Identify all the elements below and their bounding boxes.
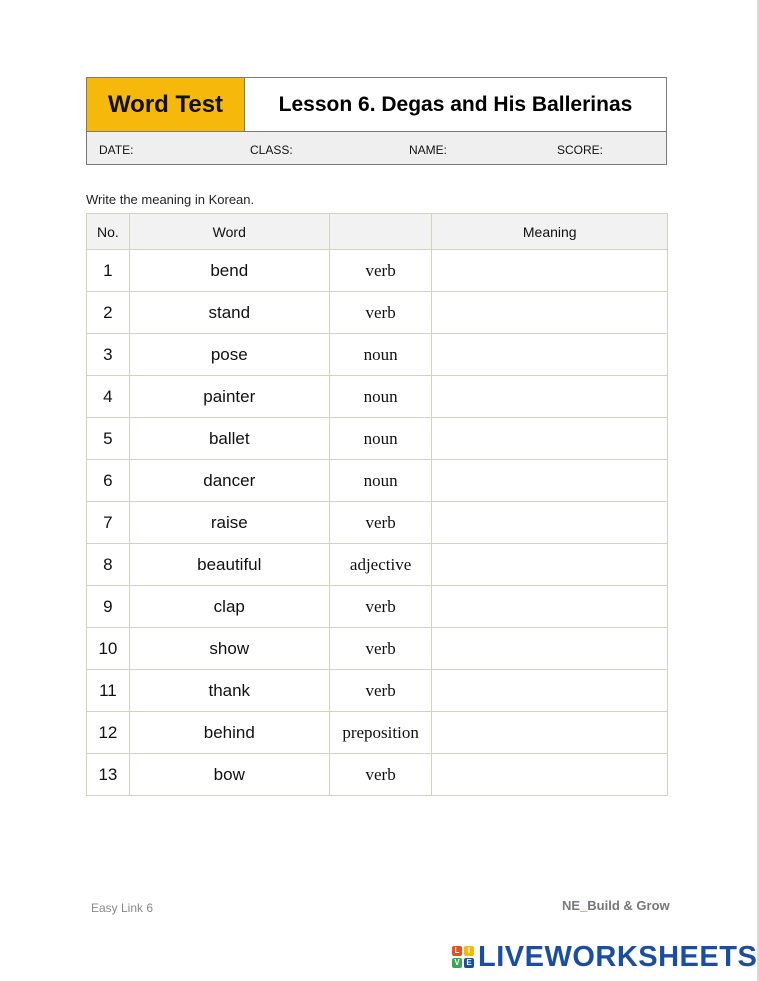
table-row bbox=[87, 754, 668, 796]
row-meaning-answer[interactable] bbox=[432, 292, 668, 334]
table-row bbox=[87, 670, 668, 712]
row-part-of-speech: adjective bbox=[329, 544, 432, 586]
row-meaning-answer[interactable] bbox=[432, 502, 668, 544]
table-row bbox=[87, 544, 668, 586]
row-word: behind bbox=[129, 712, 329, 754]
lw-icon-i: I bbox=[464, 946, 474, 956]
publisher-logo bbox=[562, 898, 670, 913]
row-number: 7 bbox=[87, 502, 130, 544]
row-part-of-speech: verb bbox=[329, 292, 432, 334]
row-meaning-answer[interactable] bbox=[432, 670, 668, 712]
row-meaning-answer[interactable] bbox=[432, 628, 668, 670]
lw-icon-l: L bbox=[452, 946, 462, 956]
row-part-of-speech: noun bbox=[329, 418, 432, 460]
row-word: beautiful bbox=[129, 544, 329, 586]
row-word: show bbox=[129, 628, 329, 670]
row-part-of-speech: verb bbox=[329, 754, 432, 796]
publisher-ne: NE bbox=[562, 898, 581, 913]
row-number: 4 bbox=[87, 376, 130, 418]
lw-icon-v: V bbox=[452, 958, 462, 968]
row-number: 12 bbox=[87, 712, 130, 754]
row-word: pose bbox=[129, 334, 329, 376]
table-row bbox=[87, 334, 668, 376]
row-word: painter bbox=[129, 376, 329, 418]
row-word: ballet bbox=[129, 418, 329, 460]
row-number: 3 bbox=[87, 334, 130, 376]
header-pos bbox=[329, 214, 432, 250]
table-row bbox=[87, 712, 668, 754]
score-label: SCORE: bbox=[557, 143, 604, 157]
row-meaning-answer[interactable] bbox=[432, 250, 668, 292]
row-meaning-answer[interactable] bbox=[432, 754, 668, 796]
row-meaning-answer[interactable] bbox=[432, 334, 668, 376]
liveworksheets-icon bbox=[452, 946, 474, 968]
row-word: raise bbox=[129, 502, 329, 544]
row-word: thank bbox=[129, 670, 329, 712]
row-meaning-answer[interactable] bbox=[432, 376, 668, 418]
liveworksheets-logo bbox=[452, 940, 757, 974]
table-row bbox=[87, 418, 668, 460]
lw-icon-e: E bbox=[464, 958, 474, 968]
row-meaning-answer[interactable] bbox=[432, 712, 668, 754]
table-row bbox=[87, 376, 668, 418]
table-row bbox=[87, 586, 668, 628]
row-meaning-answer[interactable] bbox=[432, 544, 668, 586]
row-word: stand bbox=[129, 292, 329, 334]
table-row bbox=[87, 250, 668, 292]
row-number: 10 bbox=[87, 628, 130, 670]
header-no: No. bbox=[87, 214, 130, 250]
row-meaning-answer[interactable] bbox=[432, 418, 668, 460]
word-table bbox=[86, 213, 668, 796]
row-part-of-speech: verb bbox=[329, 628, 432, 670]
instruction: Write the meaning in Korean. bbox=[86, 192, 255, 207]
row-number: 9 bbox=[87, 586, 130, 628]
table-row bbox=[87, 460, 668, 502]
table-row bbox=[87, 628, 668, 670]
row-part-of-speech: verb bbox=[329, 250, 432, 292]
table-row bbox=[87, 292, 668, 334]
row-part-of-speech: preposition bbox=[329, 712, 432, 754]
row-meaning-answer[interactable] bbox=[432, 586, 668, 628]
lesson-title: Lesson 6. Degas and His Ballerinas bbox=[278, 92, 633, 116]
row-part-of-speech: verb bbox=[329, 502, 432, 544]
liveworksheets-text: LIVEWORKSHEETS bbox=[478, 940, 758, 973]
row-part-of-speech: verb bbox=[329, 586, 432, 628]
word-test-badge: Word Test bbox=[87, 78, 245, 131]
publisher-sep: _ bbox=[580, 898, 588, 913]
row-number: 5 bbox=[87, 418, 130, 460]
row-word: dancer bbox=[129, 460, 329, 502]
class-label: CLASS: bbox=[250, 143, 293, 157]
row-part-of-speech: noun bbox=[329, 334, 432, 376]
row-number: 2 bbox=[87, 292, 130, 334]
row-word: clap bbox=[129, 586, 329, 628]
header-meaning: Meaning bbox=[432, 214, 668, 250]
header-box bbox=[86, 77, 667, 165]
name-label: NAME: bbox=[409, 143, 448, 157]
publisher-text: Build & Grow bbox=[587, 898, 670, 913]
row-part-of-speech: verb bbox=[329, 670, 432, 712]
row-number: 6 bbox=[87, 460, 130, 502]
footer-book-title: Easy Link 6 bbox=[91, 901, 154, 915]
info-row bbox=[87, 131, 666, 164]
row-word: bow bbox=[129, 754, 329, 796]
row-part-of-speech: noun bbox=[329, 376, 432, 418]
row-word: bend bbox=[129, 250, 329, 292]
table-row bbox=[87, 502, 668, 544]
row-number: 11 bbox=[87, 670, 130, 712]
row-number: 1 bbox=[87, 250, 130, 292]
header-word: Word bbox=[129, 214, 329, 250]
row-number: 8 bbox=[87, 544, 130, 586]
table-header-row bbox=[87, 214, 668, 250]
date-label: DATE: bbox=[99, 143, 134, 157]
row-number: 13 bbox=[87, 754, 130, 796]
row-meaning-answer[interactable] bbox=[432, 460, 668, 502]
row-part-of-speech: noun bbox=[329, 460, 432, 502]
